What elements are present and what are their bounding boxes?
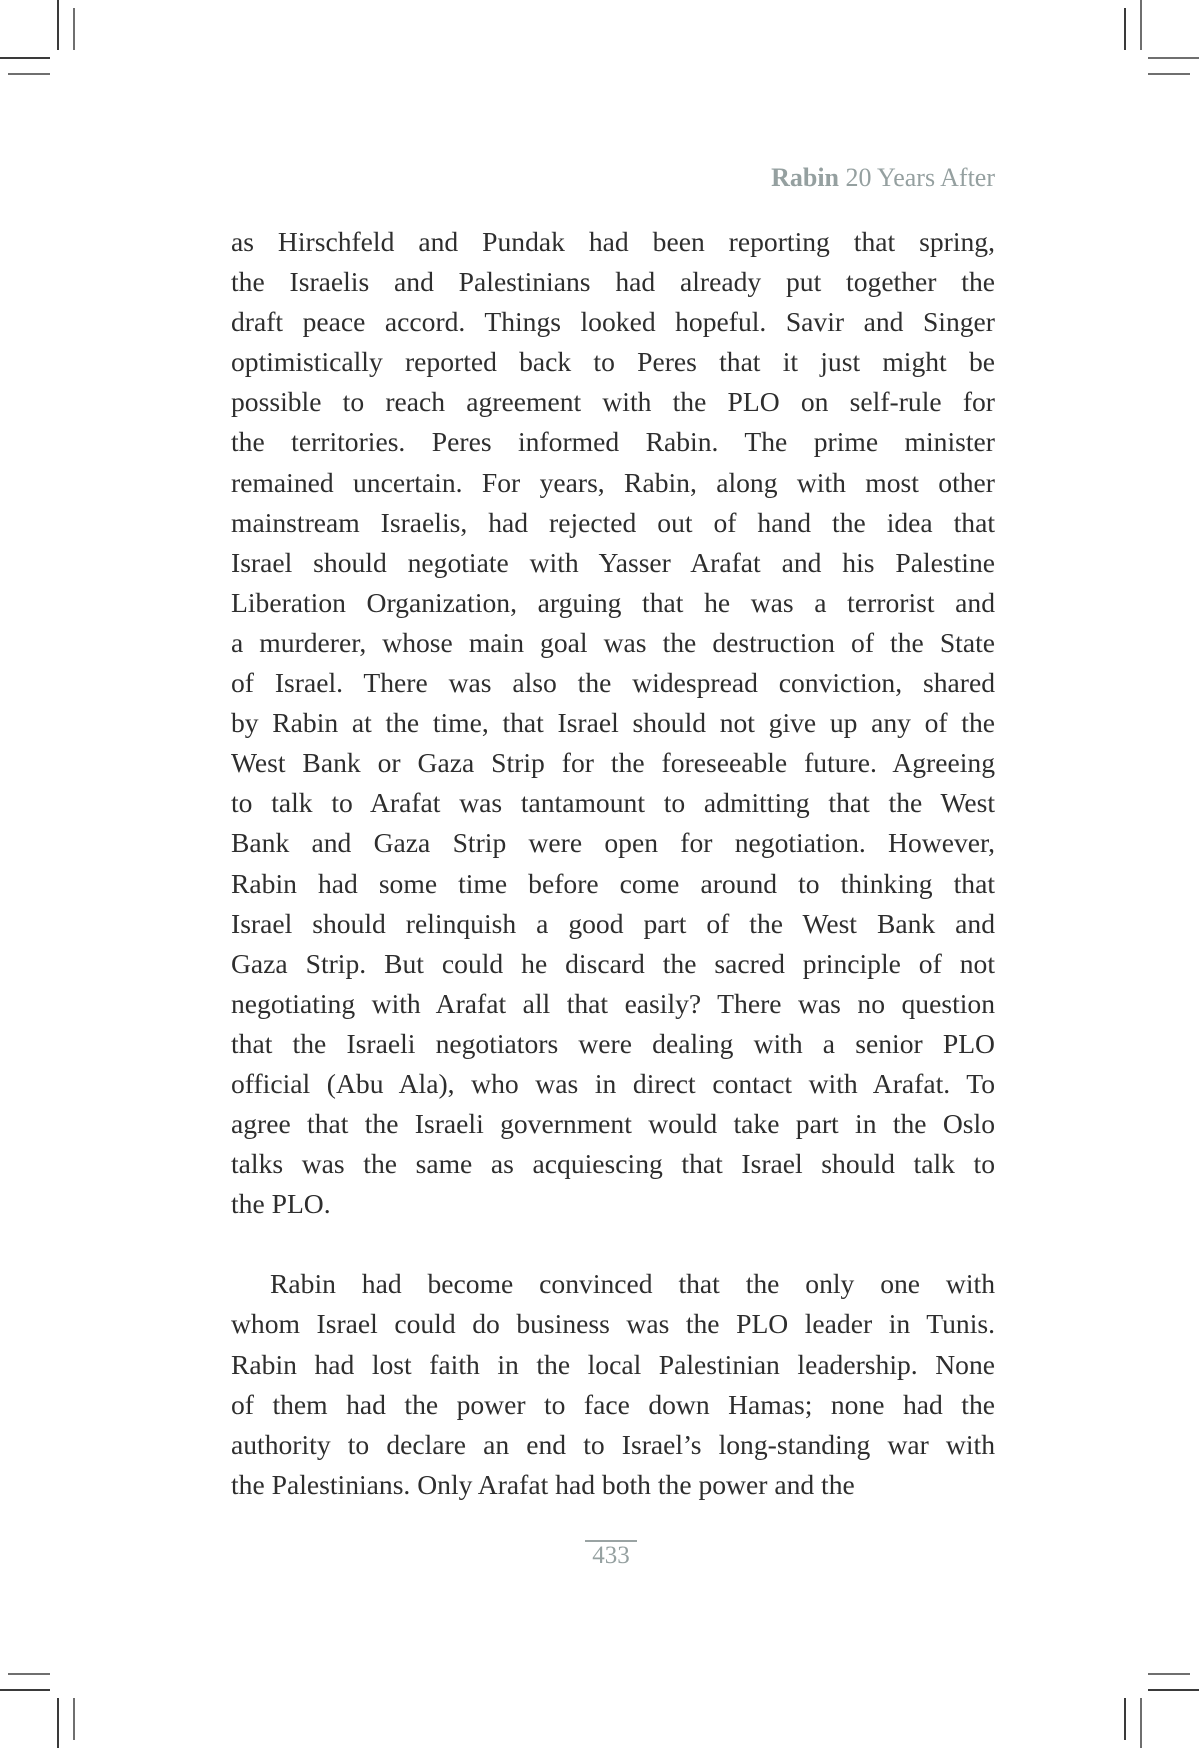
text-line: Israel should relinquish a good part of the West Bank and	[231, 907, 995, 939]
text-line: the Israelis and Palestinians had already put together the	[231, 266, 995, 298]
text-line: that the Israeli negotiators were dealing with a senior PLO	[231, 1027, 995, 1059]
crop-mark-tl-horizontal-inner	[8, 73, 50, 75]
text-line: Rabin had become convinced that the only one with	[270, 1268, 995, 1300]
text-line: draft peace accord. Things looked hopeful. Savir and Singer	[231, 306, 995, 338]
text-line: mainstream Israelis, had rejected out of hand the idea that	[231, 506, 995, 538]
text-line: authority to declare an end to Israel’s long-standing war with	[231, 1428, 995, 1460]
crop-mark-tr-vertical-inner	[1140, 0, 1142, 50]
crop-mark-bl-horizontal-inner	[8, 1673, 50, 1675]
text-line: the Palestinians. Only Arafat had both the power and the	[231, 1468, 855, 1500]
body-text	[231, 222, 995, 1505]
text-line: Liberation Organization, arguing that he was a terrorist and	[231, 586, 995, 618]
crop-mark-br-vertical-inner	[1140, 1698, 1142, 1748]
paragraph-gap	[231, 1224, 995, 1264]
text-line: whom Israel could do business was the PLO leader in Tunis.	[231, 1308, 995, 1340]
crop-mark-tl-horizontal-outer	[0, 57, 50, 59]
crop-mark-br-vertical-outer	[1124, 1698, 1126, 1740]
text-line: Bank and Gaza Strip were open for negotiation. However,	[231, 827, 995, 859]
text-line: Gaza Strip. But could he discard the sacred principle of not	[231, 947, 995, 979]
crop-mark-bl-vertical-inner	[73, 1698, 75, 1740]
text-line: of them had the power to face down Hamas; none had the	[231, 1388, 995, 1420]
text-line: to talk to Arafat was tantamount to admitting that the West	[231, 787, 995, 819]
crop-mark-tr-horizontal-outer	[1148, 57, 1199, 59]
crop-mark-br-horizontal-inner	[1148, 1673, 1190, 1675]
text-line: as Hirschfeld and Pundak had been reporting that spring,	[231, 226, 995, 257]
text-line: optimistically reported back to Peres that it just might be	[231, 346, 995, 378]
crop-mark-tl-vertical-inner	[73, 8, 75, 50]
text-line: the PLO.	[231, 1188, 331, 1220]
text-line: Israel should negotiate with Yasser Arafat and his Palestine	[231, 546, 995, 578]
paragraph	[231, 1264, 995, 1505]
text-line: agree that the Israeli government would take part in the Oslo	[231, 1108, 995, 1140]
page-number: 433	[585, 1540, 637, 1570]
crop-mark-tl-vertical-outer	[57, 0, 59, 50]
crop-mark-br-horizontal-outer	[1148, 1689, 1199, 1691]
text-line: the territories. Peres informed Rabin. The prime minister	[231, 426, 995, 458]
text-line: negotiating with Arafat all that easily? There was no question	[231, 987, 995, 1019]
text-line: West Bank or Gaza Strip for the foreseeable future. Agreeing	[231, 747, 995, 779]
running-head-title: Rabin	[771, 163, 839, 192]
text-line: of Israel. There was also the widespread conviction, shared	[231, 667, 995, 699]
text-line: official (Abu Ala), who was in direct contact with Arafat. To	[231, 1067, 995, 1099]
text-line: talks was the same as acquiescing that Israel should talk to	[231, 1148, 995, 1180]
text-line: Rabin had lost faith in the local Palestinian leadership. None	[231, 1348, 995, 1380]
running-head	[771, 163, 995, 193]
text-line: a murderer, whose main goal was the destruction of the State	[231, 626, 995, 658]
crop-mark-tr-vertical-outer	[1124, 8, 1126, 50]
text-line: Rabin had some time before come around to thinking that	[231, 867, 995, 899]
text-line: possible to reach agreement with the PLO on self-rule for	[231, 386, 995, 418]
crop-mark-tr-horizontal-inner	[1148, 73, 1190, 75]
crop-mark-bl-vertical-outer	[57, 1698, 59, 1748]
text-line: by Rabin at the time, that Israel should not give up any of the	[231, 707, 995, 739]
text-line: remained uncertain. For years, Rabin, along with most other	[231, 466, 995, 498]
running-head-subtitle: 20 Years After	[839, 163, 995, 192]
crop-mark-bl-horizontal-outer	[0, 1689, 50, 1691]
paragraph	[231, 222, 995, 1224]
